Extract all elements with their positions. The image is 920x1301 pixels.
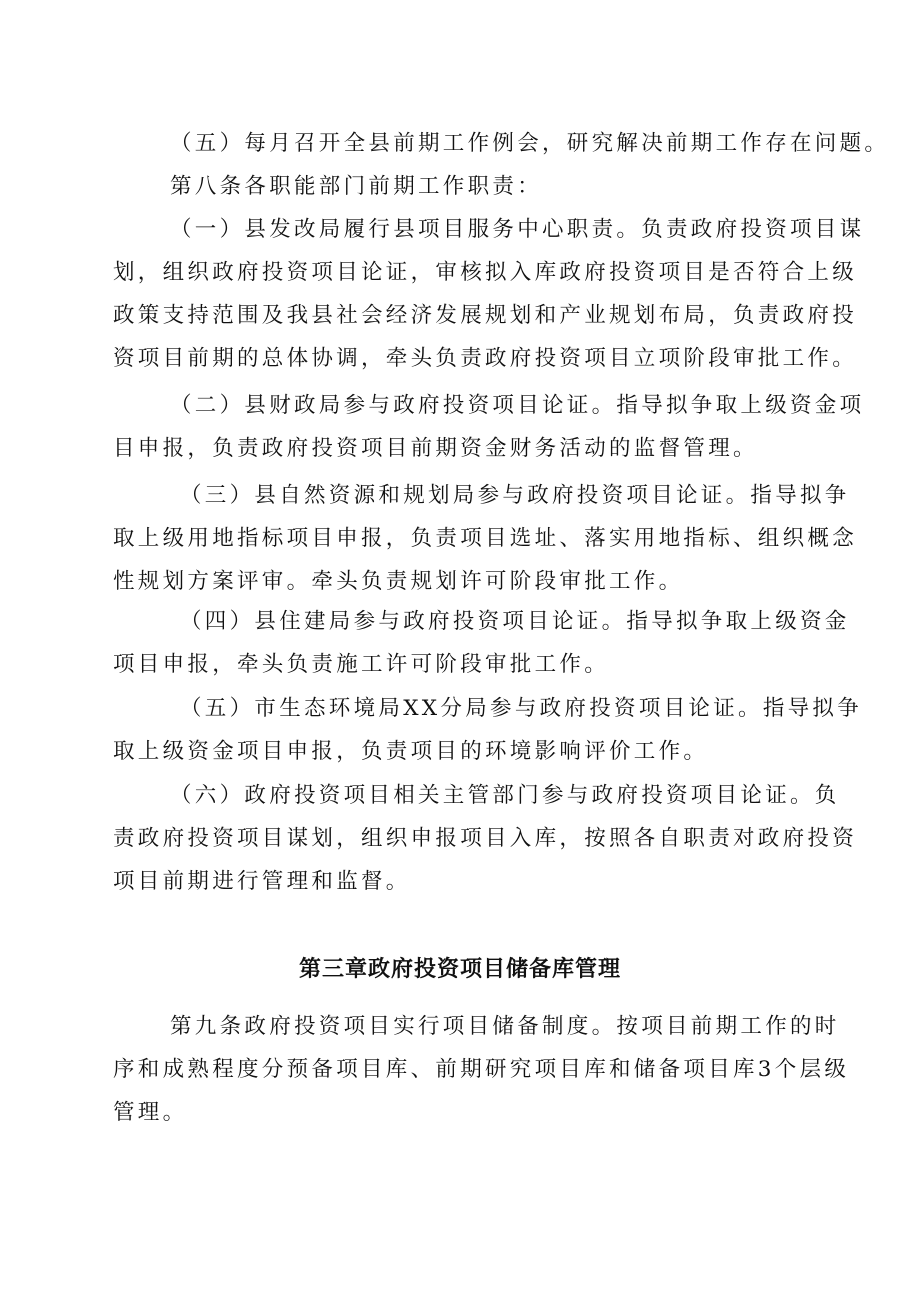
- paragraph-line: （四）县住建局参与政府投资项目论证。指导拟争取上级资金: [180, 609, 850, 634]
- paragraph-line: 第九条政府投资项目实行项目储备制度。按项目前期工作的时: [170, 1014, 840, 1039]
- paragraph-line: 性规划方案评审。牵头负责规划许可阶段审批工作。: [113, 569, 684, 594]
- paragraph-line: （一）县发改局履行县项目服务中心职责。负责政府投资项目谋: [170, 217, 865, 242]
- paragraph-line: 取上级资金项目申报，负责项目的环境影响评价工作。: [113, 739, 709, 764]
- paragraph-line: 资项目前期的总体协调，牵头负责政府投资项目立项阶段审批工作。: [113, 346, 858, 371]
- paragraph-line: 责政府投资项目谋划，组织申报项目入库，按照各自职责对政府投资: [113, 826, 858, 851]
- chapter-heading: 第三章政府投资项目储备库管理: [298, 957, 621, 982]
- paragraph-line: （二）县财政局参与政府投资项目论证。指导拟争取上级资金项: [170, 393, 865, 418]
- paragraph-line: 取上级用地指标项目申报，负责项目选址、落实用地指标、组织概念: [113, 526, 858, 551]
- paragraph-line: 政策支持范围及我县社会经济发展规划和产业规划布局，负责政府投: [113, 303, 858, 328]
- paragraph-line: （六）政府投资项目相关主管部门参与政府投资项目论证。负: [170, 783, 840, 808]
- paragraph-line: 序和成熟程度分预备项目库、前期研究项目库和储备项目库3个层级: [113, 1057, 850, 1082]
- paragraph-line: 目申报，负责政府投资项目前期资金财务活动的监督管理。: [113, 436, 758, 461]
- paragraph-line: （五）市生态环境局XX分局参与政府投资项目论证。指导拟争: [180, 696, 863, 721]
- paragraph-line: 项目前期进行管理和监督。: [113, 869, 411, 894]
- paragraph-line: 第八条各职能部门前期工作职责：: [170, 174, 543, 199]
- paragraph-line: （三）县自然资源和规划局参与政府投资项目论证。指导拟争: [180, 483, 850, 508]
- paragraph-line: （五）每月召开全县前期工作例会，研究解决前期工作存在问题。: [170, 131, 890, 156]
- paragraph-line: 项目申报，牵头负责施工许可阶段审批工作。: [113, 652, 610, 677]
- paragraph-line: 管理。: [113, 1100, 188, 1125]
- paragraph-line: 划，组织政府投资项目论证，审核拟入库政府投资项目是否符合上级: [113, 260, 858, 285]
